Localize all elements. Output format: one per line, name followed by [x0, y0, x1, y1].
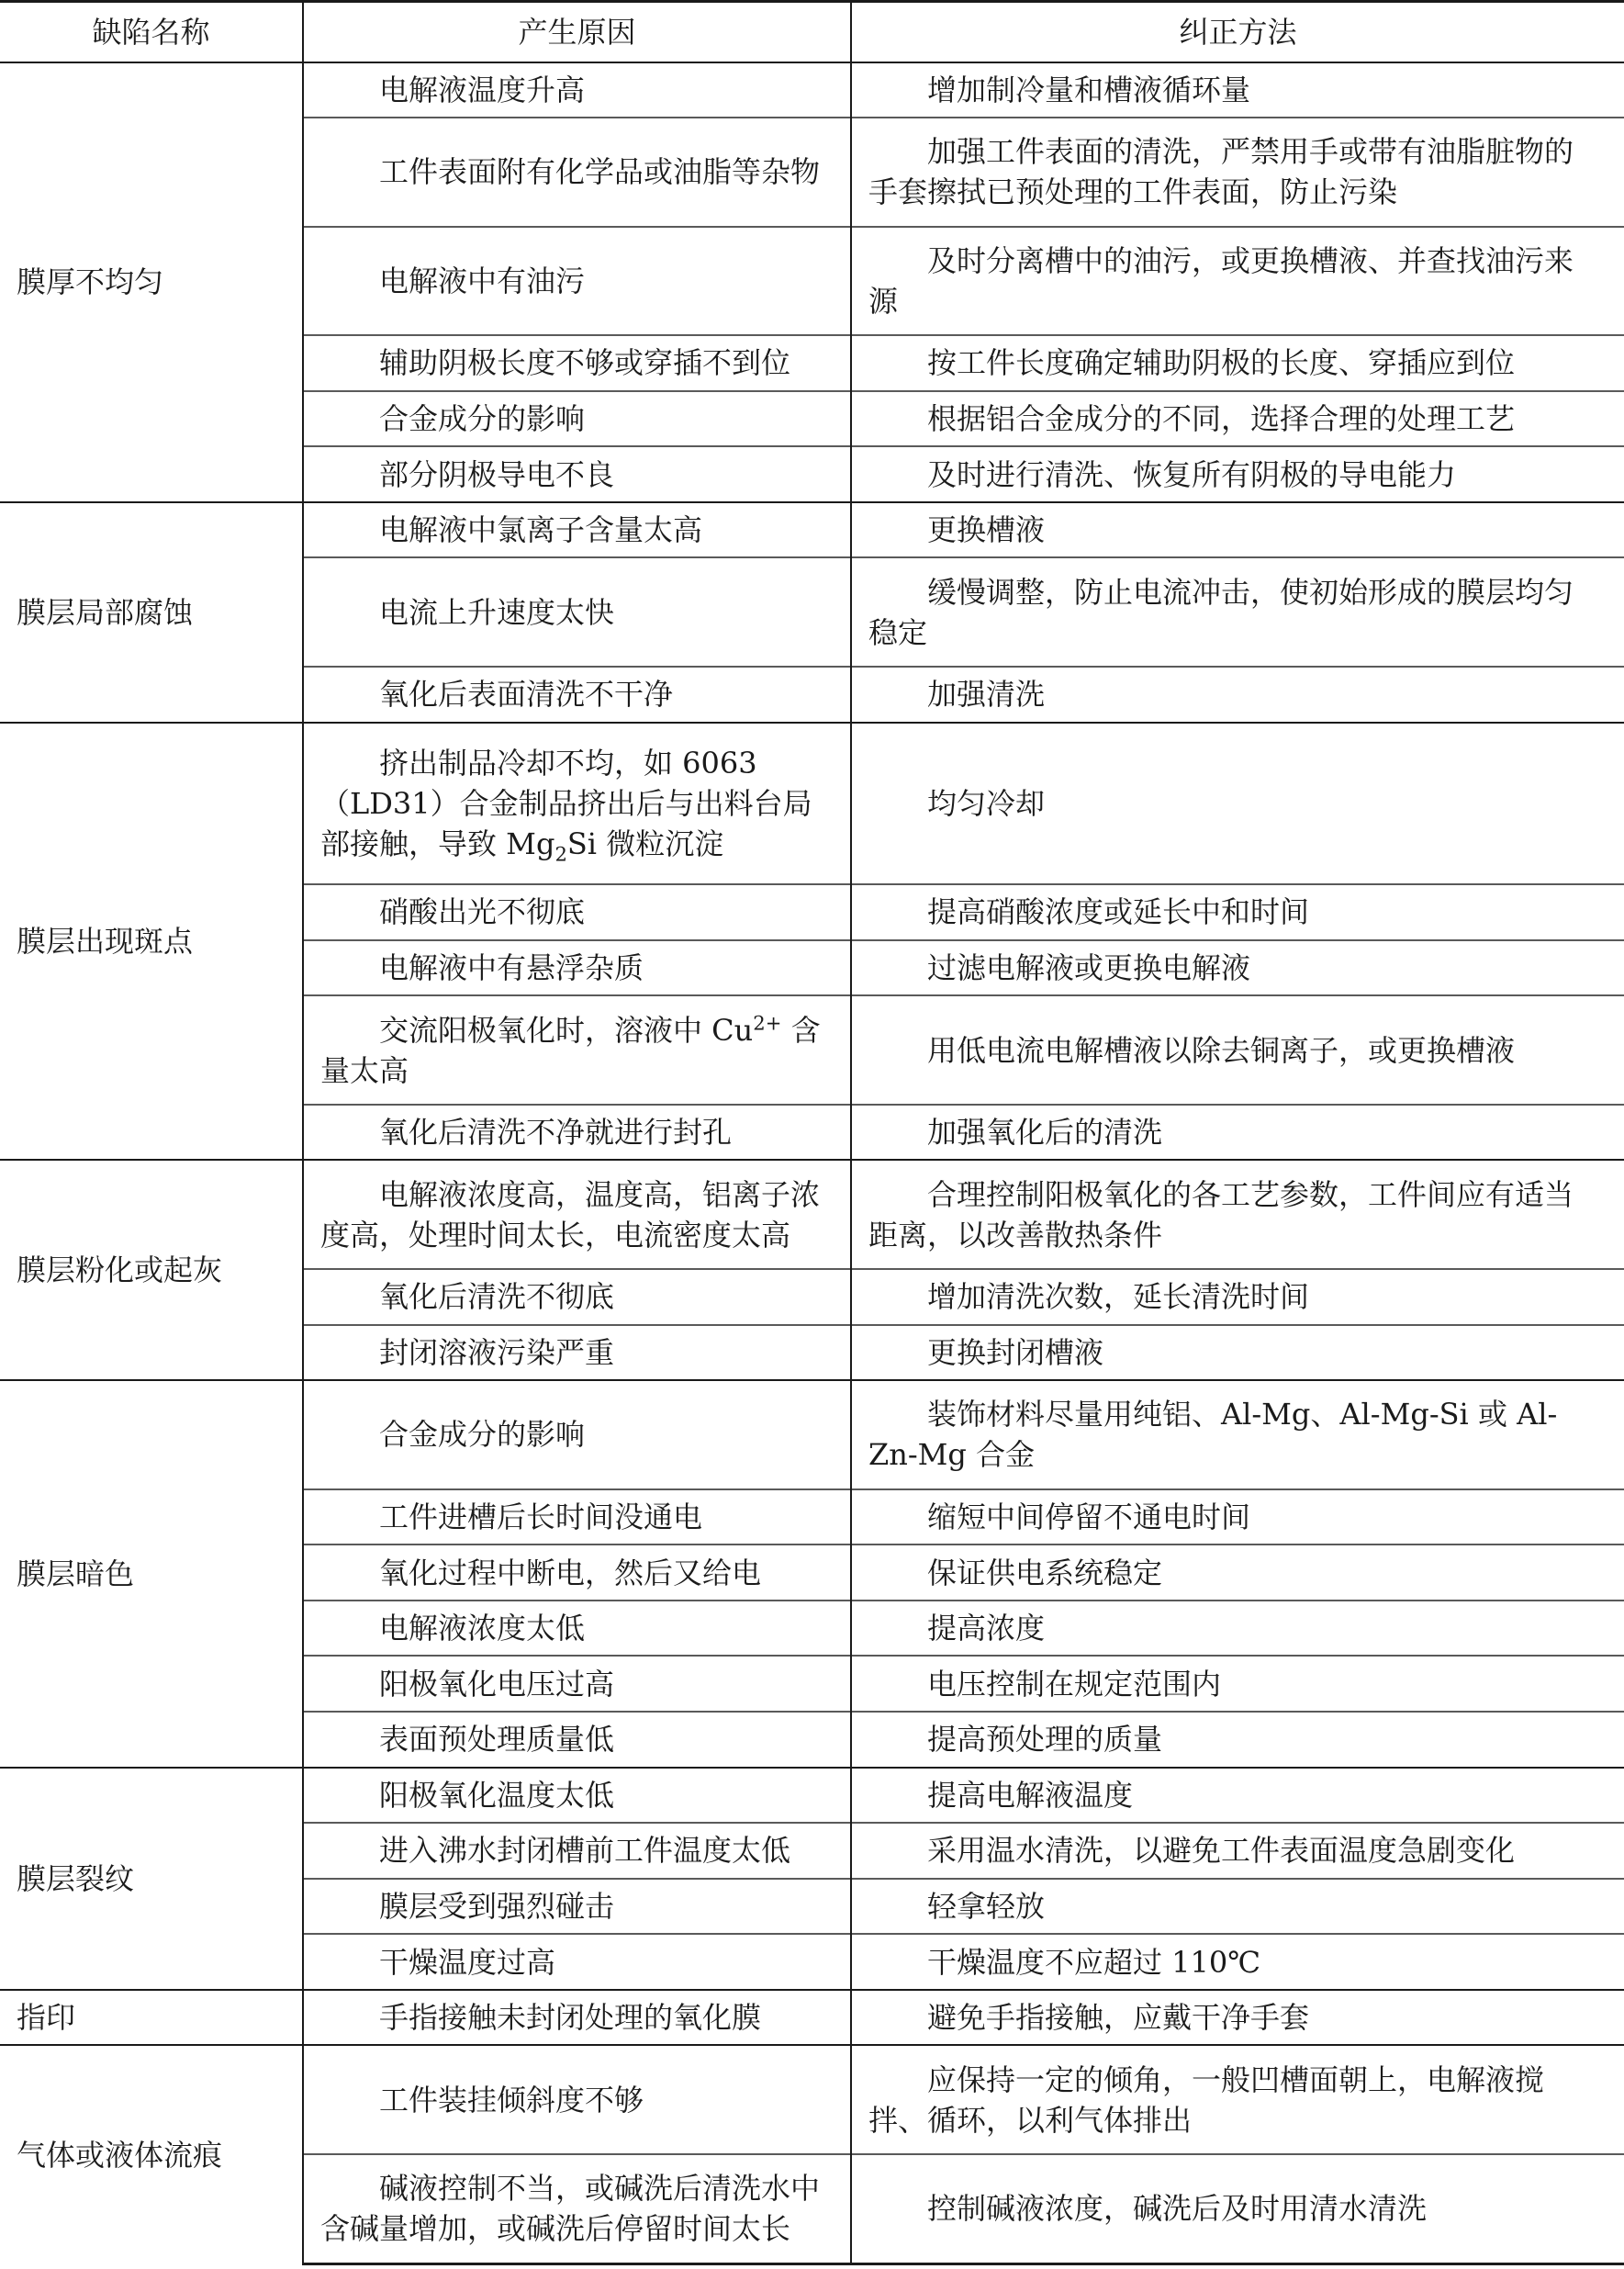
fix-cell: 控制碱液浓度，碱洗后及时用清水清洗 — [851, 2154, 1624, 2264]
defect-name-cell: 膜层局部腐蚀 — [0, 502, 303, 723]
cause-cell — [303, 723, 851, 885]
cause-cell: 封闭溶液污染严重 — [303, 1325, 851, 1381]
table-row — [0, 1990, 1624, 2046]
cause-cell: 电流上升速度太快 — [303, 557, 851, 667]
header-defect-name: 缺陷名称 — [0, 2, 303, 62]
defect-name-cell: 膜厚不均匀 — [0, 62, 303, 502]
cause-cell: 电解液中有油污 — [303, 227, 851, 336]
fix-cell: 根据铝合金成分的不同，选择合理的处理工艺 — [851, 391, 1624, 447]
defect-name-cell: 膜层裂纹 — [0, 1768, 303, 1990]
cause-cell: 干燥温度过高 — [303, 1934, 851, 1990]
cause-cell: 工件表面附有化学品或油脂等杂物 — [303, 118, 851, 227]
fix-cell: 保证供电系统稳定 — [851, 1544, 1624, 1601]
cause-text: 交流阳极氧化时，溶液中 Cu — [379, 1012, 754, 1048]
fix-cell: 均匀冷却 — [851, 723, 1624, 885]
fix-cell: 装饰材料尽量用纯铝、Al-Mg、Al-Mg-Si 或 Al-Zn-Mg 合金 — [851, 1380, 1624, 1489]
cause-cell: 辅助阴极长度不够或穿插不到位 — [303, 335, 851, 391]
fix-cell: 提高预处理的质量 — [851, 1712, 1624, 1768]
fix-cell: 加强清洗 — [851, 667, 1624, 723]
table-row — [0, 1768, 1624, 1824]
cause-cell: 合金成分的影响 — [303, 1380, 851, 1489]
fix-cell: 加强氧化后的清洗 — [851, 1105, 1624, 1161]
fix-cell: 按工件长度确定辅助阴极的长度、穿插应到位 — [851, 335, 1624, 391]
cause-cell: 表面预处理质量低 — [303, 1712, 851, 1768]
table-row — [0, 502, 1624, 558]
cause-cell: 碱液控制不当，或碱洗后清洗水中含碱量增加，或碱洗后停留时间太长 — [303, 2154, 851, 2264]
fix-cell: 增加制冷量和槽液循环量 — [851, 62, 1624, 118]
fix-cell: 加强工件表面的清洗，严禁用手或带有油脂脏物的手套擦拭已预处理的工件表面，防止污染 — [851, 118, 1624, 227]
table-row — [0, 1380, 1624, 1489]
cause-cell: 氧化后表面清洗不干净 — [303, 667, 851, 723]
cause-text: 挤出制品冷却不均，如 6063（LD31）合金制品挤出后与出料台局部接触，导致 Mg — [320, 745, 812, 861]
defect-name-cell: 指印 — [0, 1990, 303, 2046]
table-header-row — [0, 2, 1624, 62]
table-row — [0, 1160, 1624, 1269]
defect-name-cell: 膜层出现斑点 — [0, 723, 303, 1161]
chemical-subscript: 2 — [554, 842, 567, 866]
fix-cell: 采用温水清洗，以避免工件表面温度急剧变化 — [851, 1823, 1624, 1879]
fix-cell: 避免手指接触，应戴干净手套 — [851, 1990, 1624, 2046]
cause-cell: 电解液浓度高，温度高，铝离子浓度高，处理时间太长，电流密度太高 — [303, 1160, 851, 1269]
cause-cell: 进入沸水封闭槽前工件温度太低 — [303, 1823, 851, 1879]
fix-cell: 应保持一定的倾角，一般凹槽面朝上，电解液搅拌、循环，以利气体排出 — [851, 2045, 1624, 2154]
fix-cell: 增加清洗次数，延长清洗时间 — [851, 1269, 1624, 1325]
fix-cell: 提高浓度 — [851, 1601, 1624, 1657]
cause-cell: 阳极氧化电压过高 — [303, 1656, 851, 1712]
fix-cell: 更换槽液 — [851, 502, 1624, 558]
fix-cell: 更换封闭槽液 — [851, 1325, 1624, 1381]
fix-cell: 轻拿轻放 — [851, 1879, 1624, 1935]
defect-name-cell: 膜层暗色 — [0, 1380, 303, 1767]
fix-cell: 及时分离槽中的油污，或更换槽液、并查找油污来源 — [851, 227, 1624, 336]
table-row — [0, 2045, 1624, 2154]
fix-cell: 电压控制在规定范围内 — [851, 1656, 1624, 1712]
cause-text-tail: 含量太高 — [320, 1012, 821, 1088]
cause-cell — [303, 995, 851, 1105]
cause-cell: 膜层受到强烈碰击 — [303, 1879, 851, 1935]
fix-cell: 及时进行清洗、恢复所有阴极的导电能力 — [851, 446, 1624, 502]
fix-cell: 干燥温度不应超过 110℃ — [851, 1934, 1624, 1990]
header-cause: 产生原因 — [303, 2, 851, 62]
defect-name-cell: 膜层粉化或起灰 — [0, 1160, 303, 1380]
cause-cell: 手指接触未封闭处理的氧化膜 — [303, 1990, 851, 2046]
cause-cell: 合金成分的影响 — [303, 391, 851, 447]
defect-name-cell: 气体或液体流痕 — [0, 2045, 303, 2263]
cause-cell: 电解液中有悬浮杂质 — [303, 940, 851, 996]
fix-cell: 提高硝酸浓度或延长中和时间 — [851, 884, 1624, 940]
fix-cell: 缓慢调整，防止电流冲击，使初始形成的膜层均匀稳定 — [851, 557, 1624, 667]
cause-cell: 电解液浓度太低 — [303, 1601, 851, 1657]
fix-cell: 过滤电解液或更换电解液 — [851, 940, 1624, 996]
table-row — [0, 62, 1624, 118]
cause-cell: 硝酸出光不彻底 — [303, 884, 851, 940]
cause-cell: 电解液温度升高 — [303, 62, 851, 118]
cause-cell: 电解液中氯离子含量太高 — [303, 502, 851, 558]
header-fix: 纠正方法 — [851, 2, 1624, 62]
cause-cell: 阳极氧化温度太低 — [303, 1768, 851, 1824]
cause-cell: 部分阴极导电不良 — [303, 446, 851, 502]
fix-cell: 提高电解液温度 — [851, 1768, 1624, 1824]
cause-text-tail: Si 微粒沉淀 — [566, 826, 724, 861]
cause-cell: 氧化后清洗不彻底 — [303, 1269, 851, 1325]
table-row — [0, 723, 1624, 885]
cause-cell: 工件装挂倾斜度不够 — [303, 2045, 851, 2154]
cause-cell: 氧化后清洗不净就进行封孔 — [303, 1105, 851, 1161]
cause-cell: 氧化过程中断电，然后又给电 — [303, 1544, 851, 1601]
cause-cell: 工件进槽后长时间没通电 — [303, 1489, 851, 1545]
fix-cell: 缩短中间停留不通电时间 — [851, 1489, 1624, 1545]
fix-cell: 用低电流电解槽液以除去铜离子，或更换槽液 — [851, 995, 1624, 1105]
ion-charge-superscript: 2+ — [753, 1010, 782, 1034]
fix-cell: 合理控制阳极氧化的各工艺参数，工件间应有适当距离，以改善散热条件 — [851, 1160, 1624, 1269]
